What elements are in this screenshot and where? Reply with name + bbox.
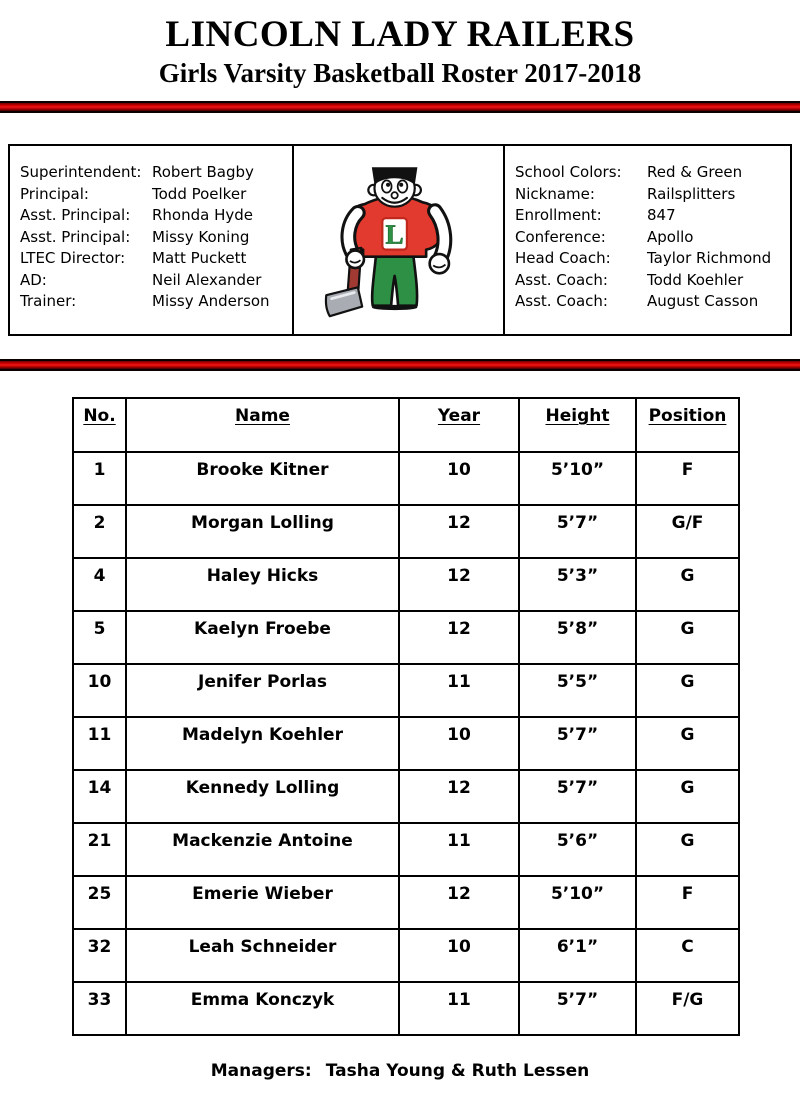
info-value: Neil Alexander <box>152 270 262 289</box>
cell-position: F <box>636 452 739 505</box>
column-header-label: No. <box>83 406 116 426</box>
info-value: Matt Puckett <box>152 249 247 267</box>
cell-name: Kaelyn Froebe <box>126 611 399 664</box>
cell-year: 11 <box>399 823 519 876</box>
cell-name: Emerie Wieber <box>126 876 399 929</box>
info-value: Todd Poelker <box>152 184 247 203</box>
info-row <box>20 162 288 184</box>
cell-no: 33 <box>73 982 126 1035</box>
cell-height: 5’7” <box>519 770 636 823</box>
info-row <box>515 270 786 292</box>
cell-height: 5’6” <box>519 823 636 876</box>
table-row <box>73 558 739 611</box>
cell-name: Jenifer Porlas <box>126 664 399 717</box>
cell-year: 10 <box>399 452 519 505</box>
railsplitter-mascot-icon <box>307 150 491 330</box>
cell-height: 5’7” <box>519 505 636 558</box>
info-row <box>515 248 786 270</box>
cell-year: 12 <box>399 611 519 664</box>
info-row <box>515 227 786 249</box>
cell-no: 11 <box>73 717 126 770</box>
table-header-row <box>73 398 739 452</box>
table-row <box>73 664 739 717</box>
info-label: School Colors: <box>515 163 622 181</box>
table-row <box>73 823 739 876</box>
info-label: Superintendent: <box>20 163 142 181</box>
cell-position: F/G <box>636 982 739 1035</box>
info-label: Asst. Principal: <box>20 227 131 246</box>
roster-document <box>0 13 800 1103</box>
info-value: Missy Koning <box>152 227 250 246</box>
cell-height: 5’10” <box>519 452 636 505</box>
cell-no: 1 <box>73 452 126 505</box>
table-row <box>73 876 739 929</box>
info-label: Asst. Coach: <box>515 270 608 289</box>
mascot-letter: L <box>385 219 404 250</box>
cell-position: G/F <box>636 505 739 558</box>
mascot-panel <box>294 146 505 334</box>
table-row <box>73 611 739 664</box>
cell-name: Morgan Lolling <box>126 505 399 558</box>
cell-no: 2 <box>73 505 126 558</box>
cell-height: 5’8” <box>519 611 636 664</box>
cell-name: Madelyn Koehler <box>126 717 399 770</box>
cell-height: 5’7” <box>519 982 636 1035</box>
cell-year: 11 <box>399 664 519 717</box>
cell-year: 12 <box>399 558 519 611</box>
cell-no: 21 <box>73 823 126 876</box>
info-row <box>515 291 786 313</box>
cell-year: 10 <box>399 929 519 982</box>
top-divider-bar <box>0 101 800 113</box>
cell-position: F <box>636 876 739 929</box>
cell-year: 12 <box>399 770 519 823</box>
column-header-position <box>636 398 739 452</box>
column-header-label: Position <box>648 406 727 426</box>
info-value: Rhonda Hyde <box>152 206 254 224</box>
column-header-year <box>399 398 519 452</box>
cell-position: G <box>636 823 739 876</box>
cell-no: 4 <box>73 558 126 611</box>
cell-height: 5’10” <box>519 876 636 929</box>
table-row <box>73 452 739 505</box>
cell-no: 10 <box>73 664 126 717</box>
cell-no: 32 <box>73 929 126 982</box>
info-row <box>20 291 288 313</box>
column-header-label: Height <box>545 406 610 426</box>
info-value: Missy Anderson <box>152 292 270 310</box>
page-title: LINCOLN LADY RAILERS <box>165 14 635 55</box>
cell-position: G <box>636 664 739 717</box>
info-row <box>20 205 288 227</box>
info-label: Asst. Coach: <box>515 292 608 310</box>
column-header-label: Name <box>235 406 290 426</box>
info-row <box>515 162 786 184</box>
cell-position: G <box>636 717 739 770</box>
cell-position: G <box>636 770 739 823</box>
cell-year: 12 <box>399 505 519 558</box>
managers-line <box>0 1061 800 1081</box>
cell-height: 5’5” <box>519 664 636 717</box>
column-header-height <box>519 398 636 452</box>
cell-no: 14 <box>73 770 126 823</box>
info-label: Head Coach: <box>515 249 611 267</box>
cell-height: 5’3” <box>519 558 636 611</box>
info-label: Principal: <box>20 184 89 203</box>
cell-name: Brooke Kitner <box>126 452 399 505</box>
roster-table <box>72 397 740 1036</box>
info-row <box>515 205 786 227</box>
info-row <box>20 184 288 206</box>
managers-names: Tasha Young & Ruth Lessen <box>325 1061 590 1081</box>
cell-name: Leah Schneider <box>126 929 399 982</box>
cell-no: 5 <box>73 611 126 664</box>
cell-year: 11 <box>399 982 519 1035</box>
managers-label: Managers: <box>210 1061 312 1081</box>
info-value: Apollo <box>647 227 694 246</box>
cell-no: 25 <box>73 876 126 929</box>
info-row <box>515 184 786 206</box>
info-label: Trainer: <box>20 292 77 310</box>
table-row <box>73 717 739 770</box>
info-value: Red & Green <box>647 163 743 181</box>
cell-name: Mackenzie Antoine <box>126 823 399 876</box>
table-row <box>73 505 739 558</box>
cell-name: Emma Konczyk <box>126 982 399 1035</box>
cell-position: G <box>636 611 739 664</box>
info-row <box>20 248 288 270</box>
info-label: AD: <box>20 270 47 289</box>
info-label: Conference: <box>515 227 606 246</box>
table-row <box>73 982 739 1035</box>
cell-position: G <box>636 558 739 611</box>
column-header-no <box>73 398 126 452</box>
column-header-label: Year <box>437 406 481 426</box>
page-subtitle: Girls Varsity Basketball Roster 2017-2018 <box>158 58 642 88</box>
info-label: Nickname: <box>515 184 595 203</box>
info-value: August Casson <box>647 292 759 310</box>
info-value: 847 <box>647 206 676 224</box>
school-info-panel <box>505 146 790 334</box>
info-value: Todd Koehler <box>647 270 744 289</box>
cell-height: 5’7” <box>519 717 636 770</box>
cell-name: Kennedy Lolling <box>126 770 399 823</box>
info-label: Enrollment: <box>515 206 602 224</box>
info-value: Taylor Richmond <box>647 249 772 267</box>
info-box <box>8 144 792 336</box>
table-row <box>73 929 739 982</box>
info-label: LTEC Director: <box>20 249 126 267</box>
info-value: Robert Bagby <box>152 163 254 181</box>
column-header-name <box>126 398 399 452</box>
cell-year: 10 <box>399 717 519 770</box>
cell-height: 6’1” <box>519 929 636 982</box>
info-row <box>20 270 288 292</box>
cell-position: C <box>636 929 739 982</box>
table-row <box>73 770 739 823</box>
cell-name: Haley Hicks <box>126 558 399 611</box>
middle-divider-bar <box>0 359 800 371</box>
staff-info-panel <box>10 146 294 334</box>
info-row <box>20 227 288 249</box>
cell-year: 12 <box>399 876 519 929</box>
info-label: Asst. Principal: <box>20 206 131 224</box>
info-value: Railsplitters <box>647 184 736 203</box>
